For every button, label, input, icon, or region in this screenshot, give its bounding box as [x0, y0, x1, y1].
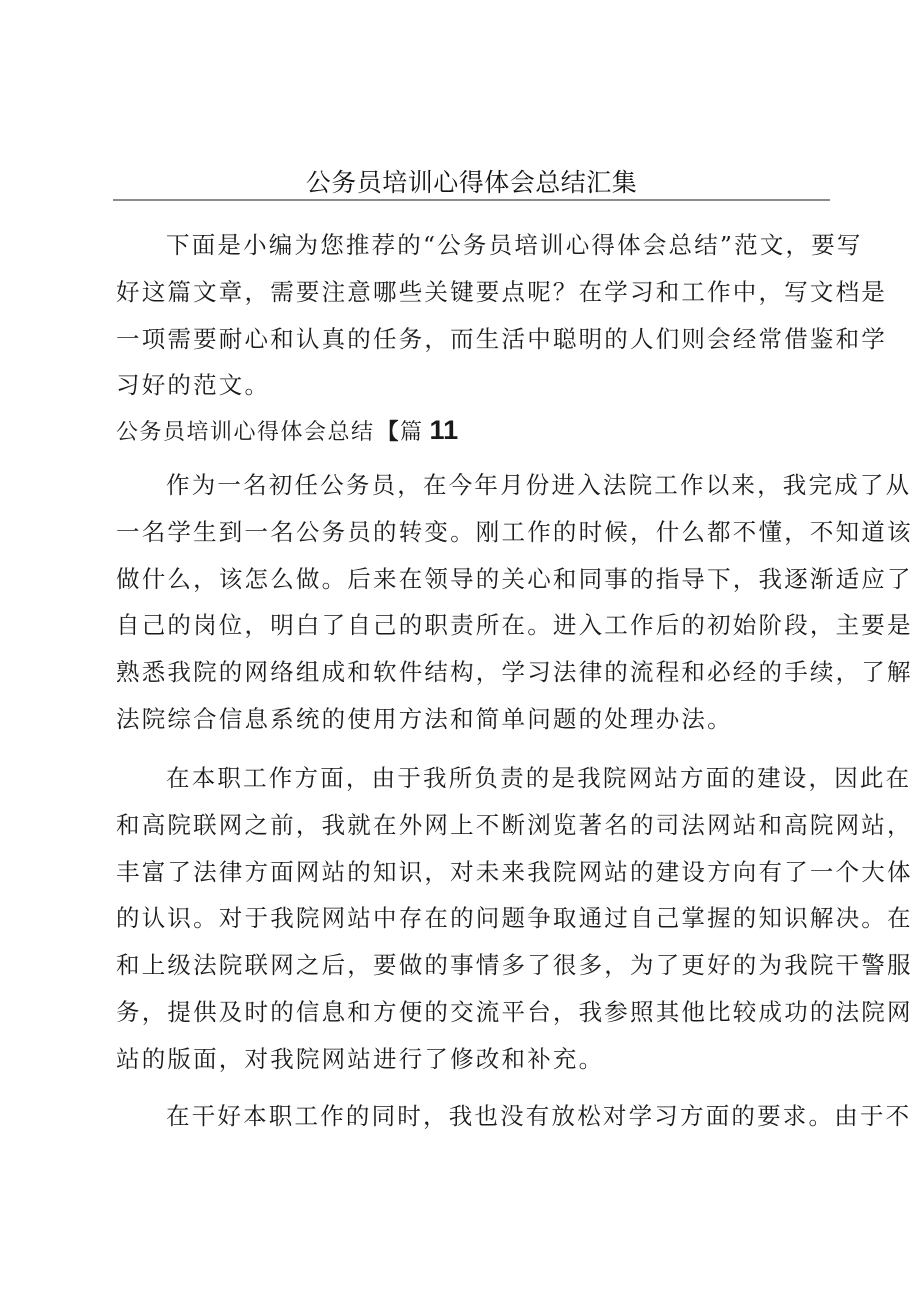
paragraph-line: 和上级法院联网之后，要做的事情多了很多，为了更好的为我院干警服 [116, 951, 913, 980]
paragraph-line: 做什么，该怎么做。后来在领导的关心和同事的指导下，我逐渐适应了 [116, 564, 913, 593]
paragraph-line: 熟悉我院的网络组成和软件结构，学习法律的流程和必经的手续，了解 [116, 658, 913, 687]
section-heading-label: 篇 [400, 420, 424, 445]
paragraph-line: 一名学生到一名公务员的转变。刚工作的时候，什么都不懂，不知道该 [116, 517, 913, 546]
section-heading-number: 11 [429, 415, 459, 445]
paragraph-line: 法院综合信息系统的使用方法和简单问题的处理办法。 [116, 704, 733, 733]
paragraph-line: 自己的岗位，明白了自己的职责所在。进入工作后的初始阶段，主要是 [116, 611, 913, 640]
paragraph-line: 的认识。对于我院网站中存在的问题争取通过自己掌握的知识解决。在 [116, 904, 913, 933]
paragraph-line: 作为一名初任公务员，在今年月份进入法院工作以来，我完成了从 [166, 471, 912, 499]
paragraph-line: 和高院联网之前，我就在外网上不断浏览著名的司法网站和高院网站， [116, 810, 913, 839]
intro-line: 一项需要耐心和认真的任务，而生活中聪明的人们则会经常借鉴和学 [116, 324, 887, 353]
section-heading [116, 412, 458, 451]
title-underline-divider [113, 199, 830, 201]
section-heading-text: 公务员培训心得体会总结 [116, 420, 375, 445]
intro-line: 下面是小编为您推荐的“公务员培训心得体会总结”范文，要写 [166, 231, 863, 259]
paragraph-line: 务，提供及时的信息和方便的交流平台，我参照其他比较成功的法院网 [116, 997, 913, 1026]
body-paragraph [116, 1093, 912, 1140]
intro-paragraph [116, 222, 887, 409]
paragraph-line: 在本职工作方面，由于我所负责的是我院网站方面的建设，因此在 [166, 764, 912, 792]
body-paragraph [116, 755, 913, 1083]
intro-line: 习好的范文。 [116, 371, 271, 400]
intro-line: 好这篇文章，需要注意哪些关键要点呢？在学习和工作中，写文档是 [116, 277, 887, 306]
paragraph-line: 在干好本职工作的同时，我也没有放松对学习方面的要求。由于不 [166, 1102, 912, 1130]
section-heading-bracket: 【 [376, 420, 401, 445]
paragraph-line: 丰富了法律方面网站的知识，对未来我院网站的建设方向有了一个大体 [116, 857, 913, 886]
document-title: 公务员培训心得体会总结汇集 [305, 168, 638, 197]
paragraph-line: 站的版面，对我院网站进行了修改和补充。 [116, 1044, 605, 1073]
body-paragraph [116, 462, 913, 743]
